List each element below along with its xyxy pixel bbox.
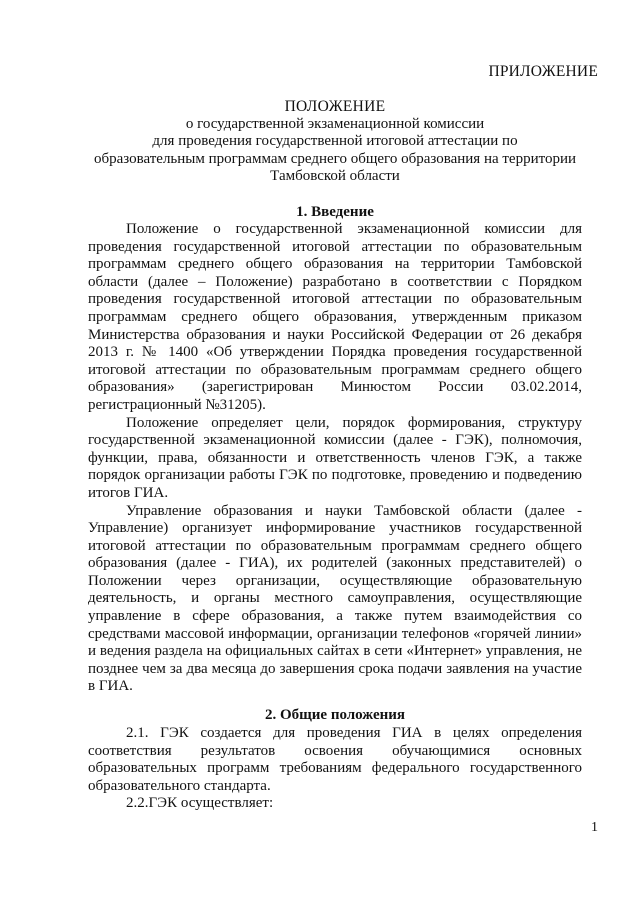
title-line-5: Тамбовской области: [270, 168, 400, 184]
paragraph: Управление образования и науки Тамбовской области (далее - Управление) организует информирование участников государственной итоговой аттестации по образовательным программам среднего общего образования (далее - ГИА), их родителей (законных представителей) о Положении через организации, осуществляющие образовательную деятельность, и органы местного самоуправления, осуществляющие управление в сфере образования, а также путем взаимодействия со средствами массовой информации, организации телефонов «горячей линии» и ведения раздела на официальных сайтах в сети «Интернет» управления, не позднее чем за два месяца до завершения срока подачи заявления на участие в ГИА.: [88, 502, 582, 695]
section-2-body: [88, 725, 582, 813]
title-line-3: для проведения государственной итоговой аттестации по: [152, 133, 518, 149]
section-2-heading: 2. Общие положения: [264, 707, 406, 723]
document-title: [88, 98, 582, 186]
page-number: 1: [591, 820, 598, 835]
section-1-heading: 1. Введение: [296, 204, 374, 220]
appendix-label: ПРИЛОЖЕНИЕ: [488, 63, 598, 80]
title-line-1: ПОЛОЖЕНИЕ: [284, 98, 386, 115]
title-line-2: о государственной экзаменационной комиссии: [185, 115, 485, 132]
section-1-body: [88, 221, 582, 696]
paragraph: 2.1. ГЭК создается для проведения ГИА в целях определения соответствия результатов освоения обучающимися основных образовательных программ требованиям федерального государственного образовательного стандарта.: [88, 725, 582, 794]
paragraph: Положение о государственной экзаменационной комиссии для проведения государственной итоговой аттестации по образовательным программам среднего общего образования на территории Тамбовской области (далее – Положение) разработано в соответствии с Порядком проведения государственной итоговой аттестации по образовательным программам среднего общего образования, утвержденным приказом Министерства образования и науки Российской Федерации от 26 декабря 2013 г. № 1400 «Об утверждении Порядка проведения государственной итоговой аттестации по образовательным программам среднего общего образования» (зарегистрирован Минюстом России 03.02.2014, регистрационный №31205).: [88, 221, 582, 413]
paragraph: 2.2.ГЭК осуществляет:: [126, 795, 274, 812]
title-line-4: образовательным программам среднего общего образования на территории: [93, 150, 577, 167]
paragraph: Положение определяет цели, порядок формирования, структуру государственной экзаменационной комиссии (далее - ГЭК), полномочия, функции, права, обязанности и ответственность членов ГЭК, а также порядок организации работы ГЭК по подготовке, проведению и подведению итогов ГИА.: [88, 414, 582, 501]
